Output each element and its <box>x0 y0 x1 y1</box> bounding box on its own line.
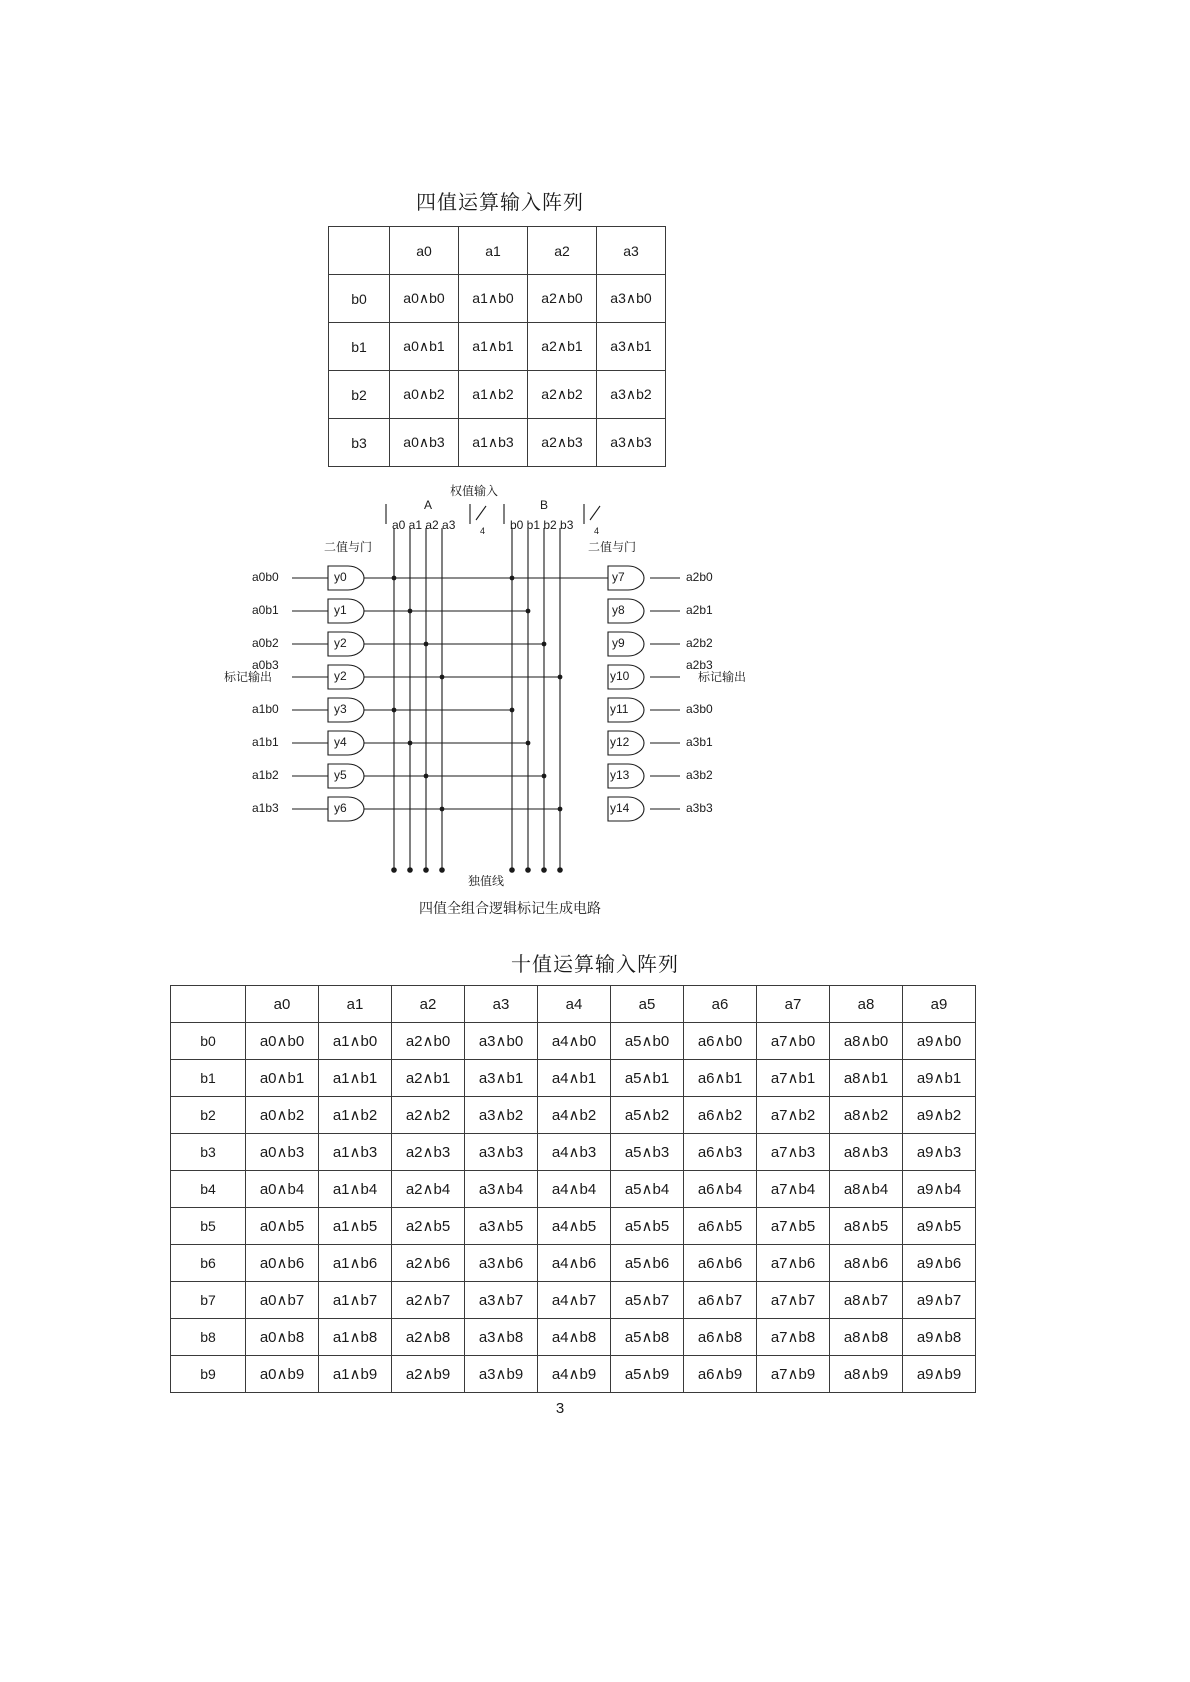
table-corner-cell <box>329 227 390 275</box>
table-cell: a5∧b2 <box>611 1097 684 1134</box>
table-cell: a2∧b1 <box>392 1060 465 1097</box>
row-header: b2 <box>329 371 390 419</box>
gate-label: y4 <box>334 735 347 749</box>
table-cell: a6∧b8 <box>684 1319 757 1356</box>
table-header-row <box>329 227 666 275</box>
table-cell: a6∧b6 <box>684 1245 757 1282</box>
table-cell: a0∧b0 <box>390 275 459 323</box>
table-cell: a5∧b0 <box>611 1023 684 1060</box>
table-cell: a0∧b2 <box>390 371 459 419</box>
weight-input-label: 权值输入 <box>450 484 499 498</box>
table-cell: a9∧b2 <box>903 1097 976 1134</box>
table-cell: a0∧b1 <box>390 323 459 371</box>
table-cell: a1∧b7 <box>319 1282 392 1319</box>
table-cell: a4∧b8 <box>538 1319 611 1356</box>
table-cell: a0∧b6 <box>246 1245 319 1282</box>
page-number: 3 <box>555 1400 565 1417</box>
table-cell: a2∧b9 <box>392 1356 465 1393</box>
table-cell: a6∧b2 <box>684 1097 757 1134</box>
table-cell: a0∧b3 <box>246 1134 319 1171</box>
row-header: b7 <box>171 1282 246 1319</box>
bus-a-letter: A <box>424 498 433 512</box>
circuit-svg <box>180 470 840 930</box>
table-cell: a0∧b9 <box>246 1356 319 1393</box>
unique-line-label: 独值线 <box>468 874 505 888</box>
table-cell: a1∧b4 <box>319 1171 392 1208</box>
table-cell: a0∧b2 <box>246 1097 319 1134</box>
table-cell: a6∧b3 <box>684 1134 757 1171</box>
table-cell: a1∧b8 <box>319 1319 392 1356</box>
gate-label: y9 <box>612 636 625 650</box>
right-output-label: a2b1 <box>686 603 713 617</box>
table-cell: a3∧b0 <box>465 1023 538 1060</box>
table-cell: a1∧b3 <box>459 419 528 467</box>
table-cell: a3∧b5 <box>465 1208 538 1245</box>
table-cell: a5∧b1 <box>611 1060 684 1097</box>
table-cell: a5∧b4 <box>611 1171 684 1208</box>
row-header: b9 <box>171 1356 246 1393</box>
table-cell: a2∧b5 <box>392 1208 465 1245</box>
gate-group-right-label: 二值与门 <box>588 540 637 554</box>
row-header: b1 <box>329 323 390 371</box>
table-cell: a0∧b7 <box>246 1282 319 1319</box>
table-cell: a0∧b8 <box>246 1319 319 1356</box>
table-row <box>329 323 666 371</box>
table-cell: a8∧b5 <box>830 1208 903 1245</box>
table-row <box>171 1245 976 1282</box>
table-cell: a2∧b7 <box>392 1282 465 1319</box>
mark-output-left-label: 标记输出 <box>224 670 273 684</box>
table-header-row <box>171 986 976 1023</box>
table-cell: a5∧b3 <box>611 1134 684 1171</box>
table-cell: a3∧b1 <box>597 323 666 371</box>
row-header: b3 <box>171 1134 246 1171</box>
left-input-label: a0b1 <box>252 603 279 617</box>
table-cell: a3∧b1 <box>465 1060 538 1097</box>
table-cell: a0∧b0 <box>246 1023 319 1060</box>
left-input-label: a1b0 <box>252 702 279 716</box>
table-cell: a3∧b4 <box>465 1171 538 1208</box>
table-cell: a7∧b4 <box>757 1171 830 1208</box>
table-cell: a4∧b5 <box>538 1208 611 1245</box>
table-cell: a4∧b1 <box>538 1060 611 1097</box>
table-cell: a1∧b9 <box>319 1356 392 1393</box>
table-cell: a6∧b5 <box>684 1208 757 1245</box>
ten-value-table-title: 十值运算输入阵列 <box>511 954 679 976</box>
four-value-input-array-table <box>328 226 666 467</box>
table-row <box>329 419 666 467</box>
gate-group-left-label: 二值与门 <box>324 540 373 554</box>
left-input-label: a1b3 <box>252 801 279 815</box>
table-row <box>329 275 666 323</box>
table-cell: a0∧b5 <box>246 1208 319 1245</box>
table-cell: a1∧b3 <box>319 1134 392 1171</box>
table-cell: a3∧b3 <box>597 419 666 467</box>
column-header: a2 <box>392 986 465 1023</box>
table-row <box>171 1319 976 1356</box>
table-cell: a8∧b2 <box>830 1097 903 1134</box>
column-header: a3 <box>465 986 538 1023</box>
table-cell: a3∧b8 <box>465 1319 538 1356</box>
table-cell: a5∧b7 <box>611 1282 684 1319</box>
column-header: a3 <box>597 227 666 275</box>
table-cell: a9∧b8 <box>903 1319 976 1356</box>
table-row <box>171 1171 976 1208</box>
table-row <box>171 1023 976 1060</box>
table-cell: a3∧b6 <box>465 1245 538 1282</box>
row-header: b8 <box>171 1319 246 1356</box>
table-cell: a9∧b9 <box>903 1356 976 1393</box>
table-cell: a7∧b8 <box>757 1319 830 1356</box>
right-output-label: a3b3 <box>686 801 713 815</box>
column-header: a4 <box>538 986 611 1023</box>
table-cell: a9∧b3 <box>903 1134 976 1171</box>
ten-value-input-array-table <box>170 985 976 1393</box>
left-input-label: a1b2 <box>252 768 279 782</box>
table-cell: a2∧b8 <box>392 1319 465 1356</box>
bus-a-signals: a0 a1 a2 a3 <box>392 518 456 532</box>
gate-label: y6 <box>334 801 347 815</box>
table-cell: a1∧b0 <box>319 1023 392 1060</box>
table-cell: a7∧b3 <box>757 1134 830 1171</box>
table-cell: a8∧b8 <box>830 1319 903 1356</box>
column-header: a8 <box>830 986 903 1023</box>
table-cell: a2∧b6 <box>392 1245 465 1282</box>
left-input-label: a0b2 <box>252 636 279 650</box>
table-cell: a4∧b4 <box>538 1171 611 1208</box>
table-cell: a6∧b0 <box>684 1023 757 1060</box>
table-cell: a8∧b6 <box>830 1245 903 1282</box>
table-cell: a7∧b2 <box>757 1097 830 1134</box>
mark-output-right-label: 标记输出 <box>698 670 747 684</box>
gate-label: y14 <box>610 801 630 815</box>
table-cell: a3∧b0 <box>597 275 666 323</box>
right-output-label: a2b0 <box>686 570 713 584</box>
row-header: b0 <box>171 1023 246 1060</box>
gate-label: y1 <box>334 603 347 617</box>
right-output-label: a3b0 <box>686 702 713 716</box>
table-cell: a3∧b3 <box>465 1134 538 1171</box>
table-cell: a2∧b2 <box>528 371 597 419</box>
table-cell: a1∧b0 <box>459 275 528 323</box>
table-cell: a9∧b4 <box>903 1171 976 1208</box>
bus-a-width: 4 <box>480 526 486 536</box>
table-cell: a4∧b7 <box>538 1282 611 1319</box>
table-row <box>171 1060 976 1097</box>
gate-label: y7 <box>612 570 625 584</box>
table-cell: a1∧b6 <box>319 1245 392 1282</box>
column-header: a1 <box>319 986 392 1023</box>
gate-label: y0 <box>334 570 347 584</box>
right-output-label: a3b2 <box>686 768 713 782</box>
table-cell: a3∧b7 <box>465 1282 538 1319</box>
table-row <box>171 1282 976 1319</box>
row-header: b1 <box>171 1060 246 1097</box>
table-cell: a8∧b3 <box>830 1134 903 1171</box>
row-header: b3 <box>329 419 390 467</box>
right-output-label: a2b3 <box>686 658 713 672</box>
gate-label: y13 <box>610 768 630 782</box>
table-cell: a1∧b5 <box>319 1208 392 1245</box>
table-cell: a3∧b2 <box>597 371 666 419</box>
table-cell: a0∧b3 <box>390 419 459 467</box>
table-cell: a2∧b4 <box>392 1171 465 1208</box>
bus-b-width: 4 <box>594 526 600 536</box>
table-cell: a2∧b0 <box>392 1023 465 1060</box>
table-cell: a8∧b9 <box>830 1356 903 1393</box>
table-cell: a3∧b9 <box>465 1356 538 1393</box>
table-cell: a9∧b7 <box>903 1282 976 1319</box>
table-row <box>329 371 666 419</box>
gate-label: y12 <box>610 735 630 749</box>
left-input-label: a0b0 <box>252 570 279 584</box>
gate-label: y3 <box>334 702 347 716</box>
column-header: a0 <box>246 986 319 1023</box>
table-cell: a9∧b0 <box>903 1023 976 1060</box>
gate-label: y11 <box>610 702 629 716</box>
table-cell: a6∧b7 <box>684 1282 757 1319</box>
row-header: b2 <box>171 1097 246 1134</box>
row-header: b4 <box>171 1171 246 1208</box>
table-cell: a2∧b2 <box>392 1097 465 1134</box>
gate-label: y2 <box>334 669 347 683</box>
row-header: b5 <box>171 1208 246 1245</box>
table-cell: a6∧b1 <box>684 1060 757 1097</box>
table-cell: a5∧b5 <box>611 1208 684 1245</box>
column-header: a7 <box>757 986 830 1023</box>
table-cell: a3∧b2 <box>465 1097 538 1134</box>
column-header: a1 <box>459 227 528 275</box>
table-row <box>171 1356 976 1393</box>
table-cell: a7∧b5 <box>757 1208 830 1245</box>
right-output-label: a2b2 <box>686 636 713 650</box>
column-header: a0 <box>390 227 459 275</box>
column-header: a5 <box>611 986 684 1023</box>
circuit-caption: 四值全组合逻辑标记生成电路 <box>419 900 601 916</box>
table-cell: a0∧b4 <box>246 1171 319 1208</box>
bus-b-signals: b0 b1 b2 b3 <box>510 518 574 532</box>
row-header: b6 <box>171 1245 246 1282</box>
table-cell: a9∧b1 <box>903 1060 976 1097</box>
table-cell: a4∧b6 <box>538 1245 611 1282</box>
left-input-label: a0b3 <box>252 658 279 672</box>
table-cell: a2∧b1 <box>528 323 597 371</box>
table-cell: a5∧b6 <box>611 1245 684 1282</box>
bus-b-letter: B <box>540 498 549 512</box>
table-corner-cell <box>171 986 246 1023</box>
table-cell: a7∧b9 <box>757 1356 830 1393</box>
gate-label: y8 <box>612 603 625 617</box>
right-output-label: a3b1 <box>686 735 713 749</box>
table-cell: a1∧b2 <box>459 371 528 419</box>
column-header: a2 <box>528 227 597 275</box>
table-cell: a6∧b4 <box>684 1171 757 1208</box>
table-cell: a7∧b6 <box>757 1245 830 1282</box>
table-cell: a4∧b9 <box>538 1356 611 1393</box>
table-cell: a5∧b9 <box>611 1356 684 1393</box>
logic-circuit-figure <box>180 470 840 930</box>
table-cell: a7∧b7 <box>757 1282 830 1319</box>
four-value-table-title: 四值运算输入阵列 <box>416 192 584 214</box>
table-cell: a2∧b3 <box>392 1134 465 1171</box>
table-cell: a9∧b5 <box>903 1208 976 1245</box>
table-cell: a8∧b4 <box>830 1171 903 1208</box>
table-cell: a7∧b0 <box>757 1023 830 1060</box>
table-cell: a2∧b0 <box>528 275 597 323</box>
gate-label: y2 <box>334 636 347 650</box>
table-cell: a8∧b1 <box>830 1060 903 1097</box>
left-input-label: a1b1 <box>252 735 279 749</box>
gate-label: y10 <box>610 669 630 683</box>
table-cell: a1∧b1 <box>319 1060 392 1097</box>
table-cell: a5∧b8 <box>611 1319 684 1356</box>
table-cell: a2∧b3 <box>528 419 597 467</box>
table-cell: a1∧b1 <box>459 323 528 371</box>
table-cell: a0∧b1 <box>246 1060 319 1097</box>
table-cell: a9∧b6 <box>903 1245 976 1282</box>
table-cell: a6∧b9 <box>684 1356 757 1393</box>
table-cell: a1∧b2 <box>319 1097 392 1134</box>
table-cell: a8∧b7 <box>830 1282 903 1319</box>
row-header: b0 <box>329 275 390 323</box>
gate-label: y5 <box>334 768 347 782</box>
table-cell: a7∧b1 <box>757 1060 830 1097</box>
table-cell: a8∧b0 <box>830 1023 903 1060</box>
column-header: a9 <box>903 986 976 1023</box>
column-header: a6 <box>684 986 757 1023</box>
table-cell: a4∧b3 <box>538 1134 611 1171</box>
table-row <box>171 1208 976 1245</box>
table-row <box>171 1097 976 1134</box>
table-cell: a4∧b0 <box>538 1023 611 1060</box>
table-cell: a4∧b2 <box>538 1097 611 1134</box>
table-row <box>171 1134 976 1171</box>
